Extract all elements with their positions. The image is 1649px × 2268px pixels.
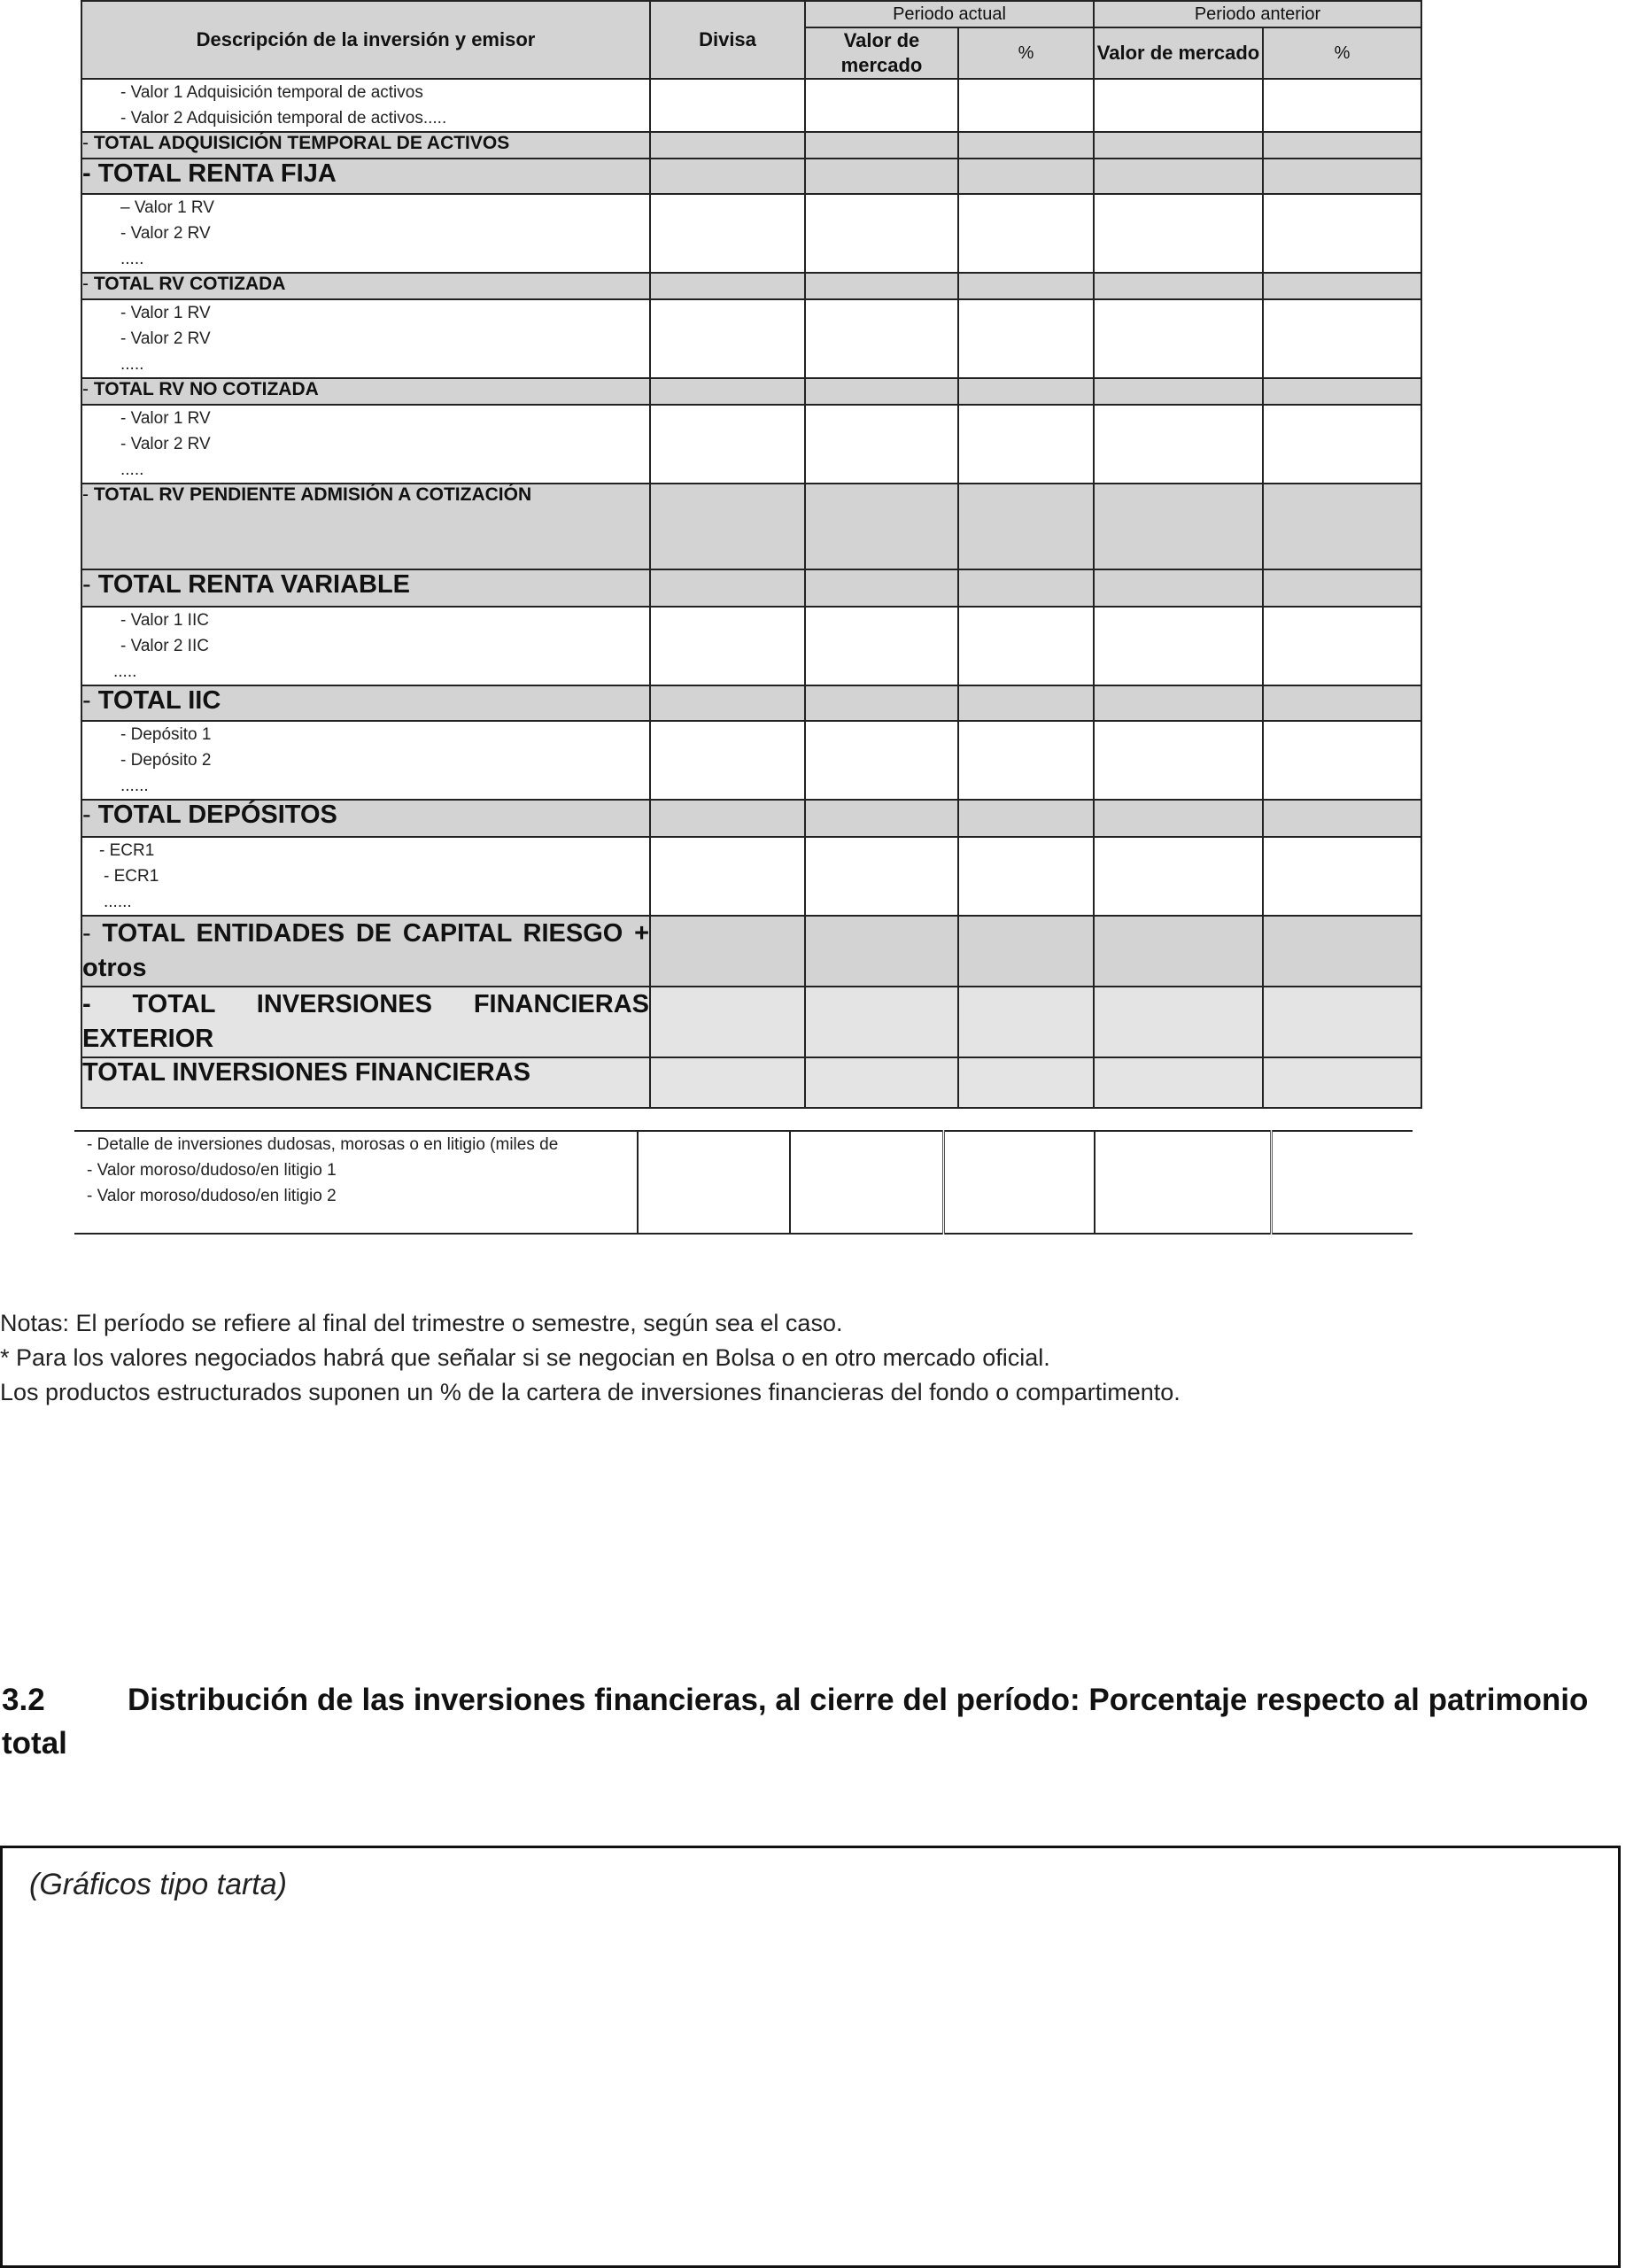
list-item: ..... [120, 461, 144, 479]
table-row [74, 1131, 1413, 1234]
list-item: - Valor moroso/dudoso/en litigio 1 [87, 1161, 337, 1180]
total-rv-cotizada-label: - TOTAL RV COTIZADA [81, 273, 650, 299]
header-previous-percent: % [1263, 27, 1421, 79]
list-item: ..... [113, 662, 137, 681]
total-renta-variable-label: - TOTAL RENTA VARIABLE [81, 569, 650, 607]
table-row [81, 607, 1421, 685]
header-previous-market-value: Valor de mercado [1094, 27, 1263, 79]
section-title: Distribución de las inversiones financieras, al cierre del período: Porcentaje respecto al patrimonio total [2, 1683, 1589, 1761]
table-row [81, 405, 1421, 484]
total-rv-no-cotizada-label: - TOTAL RV NO COTIZADA [81, 378, 650, 405]
list-item: - ECR1 [104, 867, 159, 886]
header-current-percent: % [958, 27, 1094, 79]
total-inversiones-label: TOTAL INVERSIONES FINANCIERAS [81, 1057, 650, 1108]
total-acquisition-label: - TOTAL ADQUISICIÓN TEMPORAL DE ACTIVOS [81, 132, 650, 159]
table-row [81, 273, 1421, 299]
rv-pendiente-items-cell [81, 405, 650, 484]
total-rv-pendiente-label: - TOTAL RV PENDIENTE ADMISIÓN A COTIZACIÓN [81, 484, 650, 569]
total-renta-fija-label: - TOTAL RENTA FIJA [81, 159, 650, 194]
table-row [81, 132, 1421, 159]
pie-charts-box [0, 1846, 1621, 2268]
acquisition-items-cell [81, 79, 650, 132]
list-item: - Valor 2 RV [120, 329, 211, 348]
list-item: - ECR1 [99, 841, 155, 860]
table-row [81, 800, 1421, 837]
list-item: - Valor moroso/dudoso/en litigio 2 [87, 1187, 337, 1205]
table-row [81, 484, 1421, 569]
table-row [81, 1057, 1421, 1108]
table-row [81, 685, 1421, 721]
ecr-items-cell [81, 837, 650, 916]
header-currency: Divisa [650, 1, 805, 79]
header-current-market-value: Valor de mercado [805, 27, 958, 79]
table-row [81, 299, 1421, 378]
list-item: - Valor 1 IIC [120, 611, 209, 630]
chart-placeholder-text: (Gráficos tipo tarta) [29, 1868, 287, 1901]
doubtful-investments-description [74, 1131, 638, 1234]
iic-items-cell [81, 607, 650, 685]
doubtful-investments-table [74, 1130, 1413, 1235]
total-ecr-label: - TOTAL ENTIDADES DE CAPITAL RIESGO + otros [81, 916, 650, 987]
list-item: - Detalle de inversiones dudosas, morosas o en litigio (miles de [87, 1135, 559, 1154]
table-row [81, 721, 1421, 800]
header-previous-period: Periodo anterior [1094, 1, 1421, 27]
total-iic-label: - TOTAL IIC [81, 685, 650, 721]
rv-no-cotizada-items-cell [81, 299, 650, 378]
note-negotiated-values: * Para los valores negociados habrá que señalar si se negocian en Bolsa o en otro mercado oficial. [0, 1344, 1050, 1371]
list-item: - Valor 2 Adquisición temporal de activos..... [120, 109, 447, 128]
table-row [81, 916, 1421, 987]
list-item: ..... [120, 355, 144, 374]
list-item: ...... [120, 777, 149, 795]
list-item: ..... [120, 250, 144, 268]
table-row [81, 837, 1421, 916]
header-current-period: Periodo actual [805, 1, 1094, 27]
note-period: Notas: El período se refiere al final del trimestre o semestre, según sea el caso. [0, 1310, 843, 1336]
list-item: - Valor 1 Adquisición temporal de activos [120, 83, 423, 102]
list-item: – Valor 1 RV [120, 198, 214, 217]
deposit-items-cell [81, 721, 650, 800]
list-item: - Depósito 1 [120, 725, 212, 744]
list-item: - Valor 1 RV [120, 304, 211, 322]
section-heading [2, 1678, 1649, 1765]
table-row [81, 159, 1421, 194]
table-row [81, 378, 1421, 405]
list-item: - Valor 1 RV [120, 409, 211, 428]
list-item: - Valor 2 IIC [120, 637, 209, 655]
section-number: 3.2 [2, 1683, 45, 1717]
list-item: ...... [104, 893, 132, 911]
note-structured-products: Los productos estructurados suponen un % de la cartera de inversiones financieras del fondo o compartimento. [0, 1379, 1181, 1405]
table-row [81, 79, 1421, 132]
list-item: - Valor 2 RV [120, 435, 211, 453]
table-row [81, 194, 1421, 273]
header-description: Descripción de la inversión y emisor [81, 1, 650, 79]
list-item: - Valor 2 RV [120, 224, 211, 243]
total-exterior-label: - TOTAL INVERSIONES FINANCIERAS EXTERIOR [81, 987, 650, 1057]
rv-cotizada-items-cell [81, 194, 650, 273]
table-row [81, 987, 1421, 1057]
investment-portfolio-table [81, 0, 1422, 1109]
table-row [81, 569, 1421, 607]
total-depositos-label: - TOTAL DEPÓSITOS [81, 800, 650, 837]
list-item: - Depósito 2 [120, 751, 212, 770]
